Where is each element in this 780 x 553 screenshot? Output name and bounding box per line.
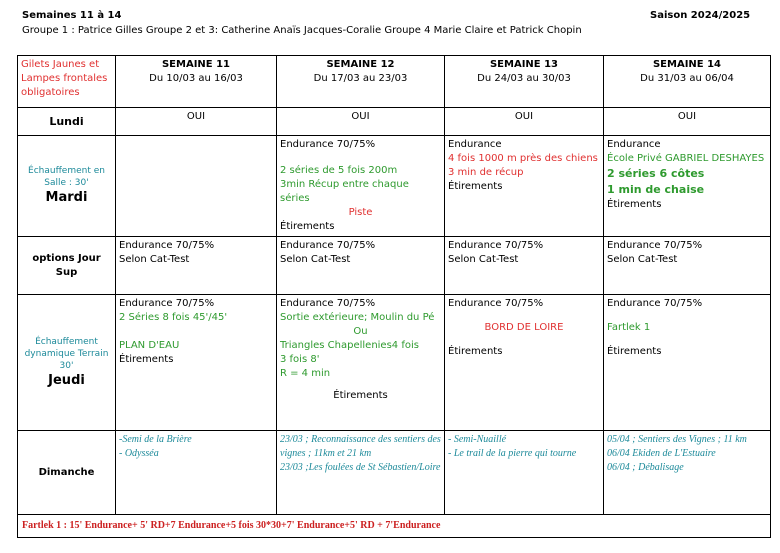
mardi-w13 <box>445 136 604 237</box>
session-or: Ou <box>353 326 368 337</box>
session-type: Endurance 70/75% <box>448 298 544 309</box>
session-detail: 2 Séries 8 fois 45'/45' <box>119 312 228 323</box>
warmup-note: Échauffement dynamique Terrain 30' <box>24 336 109 371</box>
lundi-row <box>18 108 771 136</box>
options-w13 <box>445 237 604 295</box>
session-location: École Privé GABRIEL DESHAYES <box>607 153 765 164</box>
session-detail: 2 séries 6 côtes <box>607 167 705 180</box>
footer-row <box>18 515 771 538</box>
stretching: Étirements <box>607 199 662 210</box>
race-item: - Odysséa <box>119 448 159 459</box>
day-label-mardi: Mardi <box>45 190 88 205</box>
week-14-header <box>604 56 771 108</box>
week-name: SEMAINE 14 <box>652 59 722 70</box>
session-type: Endurance <box>607 139 661 150</box>
day-label-lundi: Lundi <box>18 108 116 136</box>
mardi-w12 <box>277 136 445 237</box>
session-detail: 3 min de récup <box>448 167 524 178</box>
stretching: Étirements <box>119 354 174 365</box>
jeudi-w13 <box>445 295 604 431</box>
week-name: SEMAINE 11 <box>161 59 231 70</box>
week-12-header <box>277 56 445 108</box>
dimanche-w13 <box>445 431 604 515</box>
lundi-w14: OUI <box>604 108 771 136</box>
session-detail: Selon Cat-Test <box>280 254 351 265</box>
corner-note: Gilets Jaunes et Lampes frontales obligatoires <box>18 56 116 108</box>
dimanche-w11 <box>116 431 277 515</box>
dimanche-w12 <box>277 431 445 515</box>
season-label: Saison 2024/2025 <box>650 10 751 21</box>
stretching: Étirements <box>280 221 335 232</box>
race-item: 23/03 ; Reconnaissance des sentiers des vignes ; 11km et 21 km <box>280 434 441 459</box>
race-item: -Semi de la Brière <box>119 434 192 445</box>
session-type: Endurance 70/75% <box>280 139 376 150</box>
week-name: SEMAINE 13 <box>489 59 559 70</box>
session-detail: Triangles Chapellenies4 fois <box>280 340 419 351</box>
session-type: Endurance 70/75% <box>607 298 703 309</box>
session-detail: 4 fois 1000 m près des chiens <box>448 153 598 164</box>
options-w14 <box>604 237 771 295</box>
session-location: Piste <box>348 207 373 218</box>
warmup-note: Échauffement en Salle : 30' <box>28 166 105 188</box>
week-dates: Du 31/03 au 06/04 <box>640 73 734 84</box>
week-11-header <box>116 56 277 108</box>
training-table <box>17 55 771 538</box>
page-title: Semaines 11 à 14 <box>22 10 122 21</box>
session-location: BORD DE LOIRE <box>484 322 564 333</box>
race-item: - Semi-Nuaillé <box>448 434 507 445</box>
week-dates: Du 10/03 au 16/03 <box>149 73 243 84</box>
session-type: Endurance 70/75% <box>448 240 544 251</box>
stretching: Étirements <box>333 390 388 401</box>
week-dates: Du 17/03 au 23/03 <box>313 73 408 84</box>
day-label-dimanche: Dimanche <box>18 431 116 515</box>
week-13-header <box>445 56 604 108</box>
lundi-w12: OUI <box>277 108 445 136</box>
fartlek-legend: Fartlek 1 : 15' Endurance+ 5' RD+7 Endurance+5 fois 30*30+7' Endurance+5' RD + 7'Endurance <box>18 515 771 538</box>
session-detail: 3min Récup entre chaque séries <box>280 179 409 204</box>
dimanche-row <box>18 431 771 515</box>
jeudi-w11 <box>116 295 277 431</box>
week-dates: Du 24/03 au 30/03 <box>477 73 571 84</box>
options-w12 <box>277 237 445 295</box>
session-detail: 2 séries de 5 fois 200m <box>280 165 398 176</box>
session-type: Endurance 70/75% <box>280 298 376 309</box>
session-detail: R = 4 min <box>280 368 331 379</box>
race-item: 06/04 ; Débalisage <box>607 462 684 473</box>
day-cell-mardi <box>18 136 116 237</box>
day-label-jeudi: Jeudi <box>48 372 85 388</box>
day-cell-jeudi <box>18 295 116 431</box>
session-detail: Selon Cat-Test <box>448 254 519 265</box>
day-label-options: options Jour Sup <box>18 237 116 295</box>
week-name: SEMAINE 12 <box>326 59 395 70</box>
jeudi-row <box>18 295 771 431</box>
race-item: 06/04 Ekiden de L'Estuaire <box>607 448 716 459</box>
session-detail: Selon Cat-Test <box>119 254 190 265</box>
race-item: 05/04 ; Sentiers des Vignes ; 11 km <box>607 434 747 445</box>
week-header-row <box>18 56 771 108</box>
lundi-w13: OUI <box>445 108 604 136</box>
dimanche-w14 <box>604 431 771 515</box>
stretching: Étirements <box>607 346 662 357</box>
mardi-row <box>18 136 771 237</box>
session-detail: Sortie extérieure; Moulin du Pé <box>280 312 435 323</box>
session-type: Endurance 70/75% <box>119 240 215 251</box>
options-w11 <box>116 237 277 295</box>
stretching: Étirements <box>448 346 503 357</box>
session-type: Endurance 70/75% <box>119 298 215 309</box>
session-type: Endurance 70/75% <box>280 240 376 251</box>
lundi-w11: OUI <box>116 108 277 136</box>
race-item: - Le trail de la pierre qui tourne <box>448 448 577 459</box>
session-detail: 3 fois 8' <box>280 354 320 365</box>
options-row <box>18 237 771 295</box>
mardi-w14 <box>604 136 771 237</box>
race-item: 23/03 ;Les foulées de St Sébastien/Loire <box>280 462 441 473</box>
session-type: Endurance 70/75% <box>607 240 703 251</box>
mardi-w11 <box>116 136 277 237</box>
jeudi-w14 <box>604 295 771 431</box>
stretching: Étirements <box>448 181 503 192</box>
groups-line: Groupe 1 : Patrice Gilles Groupe 2 et 3: Catherine Anaïs Jacques-Coralie Groupe 4 Marie Claire et Patrick Chopin <box>22 25 582 36</box>
session-detail: 1 min de chaise <box>607 183 705 196</box>
session-detail: Fartlek 1 <box>607 322 651 333</box>
jeudi-w12 <box>277 295 445 431</box>
session-detail: Selon Cat-Test <box>607 254 678 265</box>
session-type: Endurance <box>448 139 502 150</box>
session-location: PLAN D'EAU <box>119 340 180 351</box>
